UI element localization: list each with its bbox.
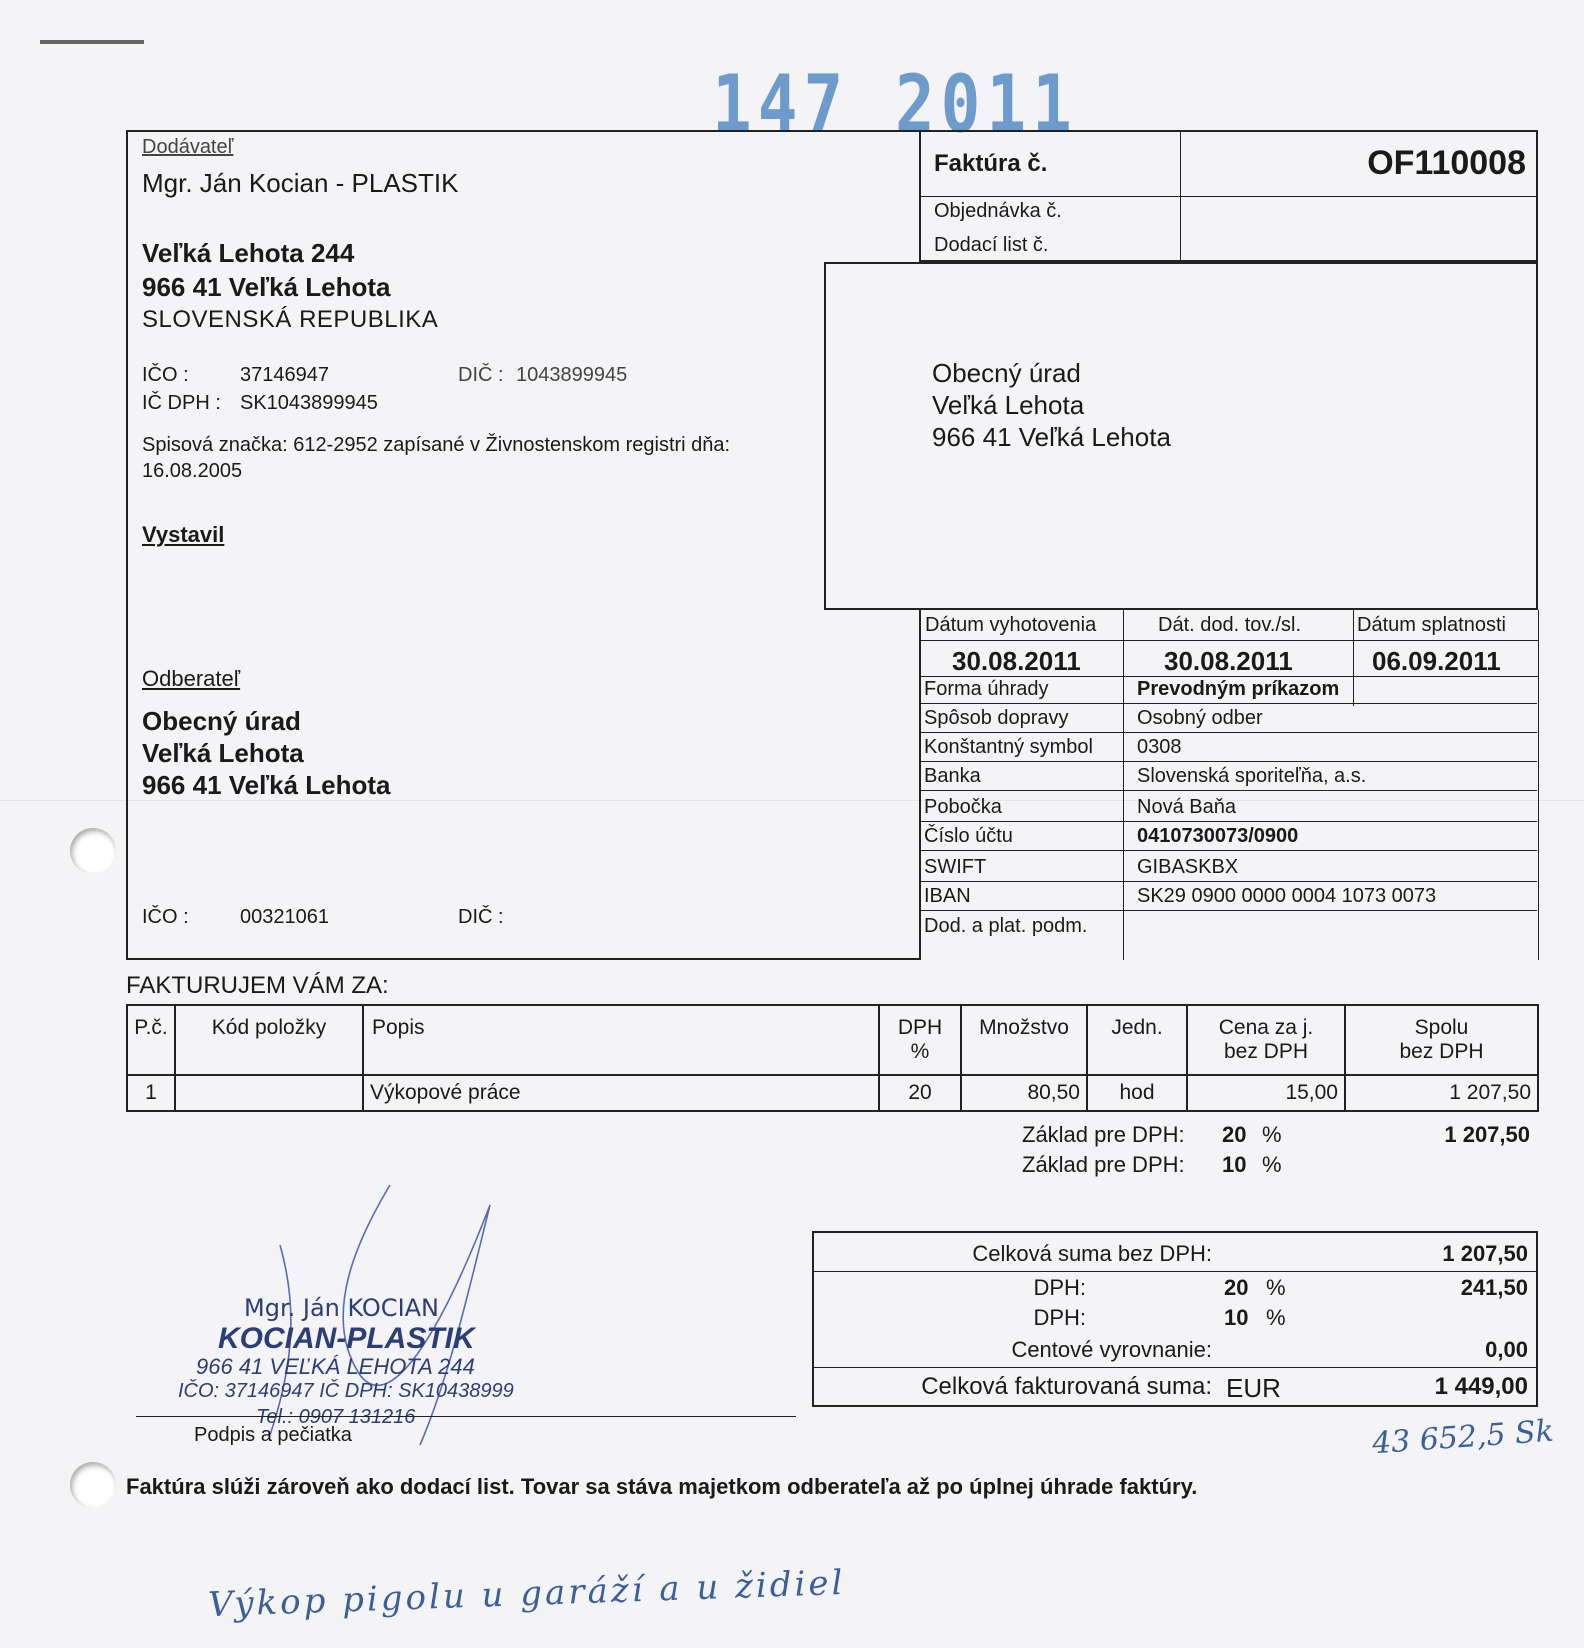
- payment-row: Pobočka Nová Baňa: [919, 794, 1537, 822]
- payment-row: Banka Slovenská sporiteľňa, a.s.: [919, 763, 1537, 791]
- col-header-vat: DPH %: [879, 1005, 961, 1075]
- supplier-ico-label: IČO :: [142, 364, 189, 386]
- supplier-icdph: SK1043899945: [240, 392, 378, 414]
- customer-label: Odberateľ: [142, 666, 241, 691]
- items-heading: FAKTURUJEM VÁM ZA:: [126, 972, 389, 999]
- signature-line: [136, 1416, 796, 1417]
- supplier-street: Veľká Lehota 244: [142, 238, 355, 268]
- item-pc: 1: [127, 1075, 175, 1111]
- issued-by-label: Vystavil: [142, 522, 225, 547]
- punch-hole: [70, 828, 116, 874]
- col-header-total: Spolu bez DPH: [1345, 1005, 1538, 1075]
- payment-row: SWIFT GIBASKBX: [919, 854, 1537, 882]
- payment-row: Dod. a plat. podm.: [924, 915, 1088, 937]
- stamp-line5: Tel.: 0907 131216: [256, 1406, 416, 1428]
- stamp-line1: Mgr. Ján KOCIAN: [244, 1294, 440, 1322]
- item-unit: hod: [1087, 1075, 1187, 1111]
- registration-stamp-number: 147 2011: [712, 58, 1078, 151]
- stamp-line3: 966 41 VEĽKÁ LEHOTA 244: [196, 1354, 475, 1379]
- total-grand: 1 449,00: [1434, 1373, 1528, 1400]
- address-window-line1: Obecný úrad: [932, 358, 1081, 388]
- vat-base-rate-2: 10: [1222, 1152, 1247, 1177]
- items-header-row: [127, 1005, 1538, 1075]
- stamp-line2: KOCIAN-PLASTIK: [218, 1322, 475, 1355]
- vat-base-value-1: 1 207,50: [1444, 1122, 1530, 1147]
- issue-date-label: Dátum vyhotovenia: [925, 614, 1097, 636]
- col-header-desc: Popis: [363, 1005, 879, 1075]
- col-header-qty: Množstvo: [961, 1005, 1087, 1075]
- customer-ico: 00321061: [240, 906, 329, 928]
- supplier-registry-line2: 16.08.2005: [142, 460, 243, 482]
- total-vat-1: 241,50: [1460, 1275, 1528, 1300]
- supplier-dic: 1043899945: [516, 364, 628, 386]
- totals-box: Celková suma bez DPH: 1 207,50 DPH: 20 % 241,50 DPH: 10 % Centové vyrovnanie: 0,00 Celková fakturovaná suma: EUR 1 449,00: [812, 1231, 1538, 1407]
- total-grand-label: Celková fakturovaná suma:: [921, 1373, 1212, 1400]
- payment-row: Spôsob dopravy Osobný odber: [919, 705, 1537, 733]
- item-qty: 80,50: [961, 1075, 1087, 1111]
- delivery-note-label: Dodací list č.: [934, 234, 1049, 256]
- vat-base-pct-1: %: [1262, 1122, 1282, 1147]
- total-rounding-label: Centové vyrovnanie:: [1011, 1337, 1212, 1362]
- item-code: [175, 1075, 363, 1111]
- due-date-label: Dátum splatnosti: [1357, 614, 1506, 636]
- supplier-icdph-label: IČ DPH :: [142, 392, 221, 414]
- order-number-label: Objednávka č.: [934, 200, 1062, 222]
- item-total: 1 207,50: [1345, 1075, 1538, 1111]
- payment-row: Forma úhrady Prevodným príkazom: [919, 676, 1537, 704]
- supplier-country: SLOVENSKÁ REPUBLIKA: [142, 306, 439, 333]
- stamp-line4: IČO: 37146947 IČ DPH: SK10438999: [178, 1380, 514, 1402]
- col-header-code: Kód položky: [175, 1005, 363, 1075]
- total-net: 1 207,50: [1442, 1241, 1528, 1266]
- vat-base-label-2: Základ pre DPH:: [1022, 1152, 1185, 1177]
- payment-row: Konštantný symbol 0308: [919, 734, 1537, 762]
- items-table: [126, 1004, 1539, 1112]
- col-header-pc: P.č.: [127, 1005, 175, 1075]
- vat-base-rate-1: 20: [1222, 1122, 1247, 1147]
- staple-mark: [40, 40, 144, 44]
- delivery-date: 30.08.2011: [1164, 646, 1293, 676]
- handwritten-amount: 43 652,5 Sk: [1371, 1413, 1555, 1462]
- customer-line2: Veľká Lehota: [142, 738, 304, 768]
- col-header-unit: Jedn.: [1087, 1005, 1187, 1075]
- signature-label: Podpis a pečiatka: [194, 1424, 352, 1446]
- due-date: 06.09.2011: [1372, 646, 1501, 676]
- col-header-price: Cena za j. bez DPH: [1187, 1005, 1345, 1075]
- supplier-name: Mgr. Ján Kocian - PLASTIK: [142, 168, 459, 198]
- invoice-number: OF110008: [1367, 144, 1526, 182]
- supplier-city: 966 41 Veľká Lehota: [142, 272, 391, 302]
- total-currency: EUR: [1226, 1373, 1281, 1403]
- supplier-ico: 37146947: [240, 364, 329, 386]
- address-window-line2: Veľká Lehota: [932, 390, 1085, 420]
- total-rounding: 0,00: [1485, 1337, 1528, 1362]
- item-vat: 20: [879, 1075, 961, 1111]
- delivery-date-label: Dát. dod. tov./sl.: [1158, 614, 1302, 636]
- table-row: [127, 1075, 1538, 1111]
- footer-note: Faktúra slúži zároveň ako dodací list. Tovar sa stáva majetkom odberateľa až po úplnej úhrade faktúry.: [126, 1474, 1198, 1499]
- item-desc: Výkopové práce: [363, 1075, 879, 1111]
- supplier-label: Dodávateľ: [142, 136, 234, 158]
- invoice-number-label: Faktúra č.: [934, 150, 1048, 177]
- customer-line3: 966 41 Veľká Lehota: [142, 770, 391, 800]
- vat-base-label-1: Základ pre DPH:: [1022, 1122, 1185, 1147]
- payment-row: IBAN SK29 0900 0000 0004 1073 0073: [919, 883, 1537, 911]
- supplier-registry-line1: Spisová značka: 612-2952 zapísané v Živnostenskom registri dňa:: [142, 434, 731, 456]
- supplier-dic-label: DIČ :: [458, 364, 504, 386]
- vat-base-pct-2: %: [1262, 1152, 1282, 1177]
- payment-details: [919, 676, 1538, 960]
- item-price: 15,00: [1187, 1075, 1345, 1111]
- total-net-label: Celková suma bez DPH:: [972, 1241, 1212, 1266]
- issue-date: 30.08.2011: [952, 646, 1081, 676]
- address-window-line3: 966 41 Veľká Lehota: [932, 422, 1171, 452]
- payment-row: Číslo účtu 0410730073/0900: [919, 823, 1537, 851]
- customer-dic-label: DIČ :: [458, 906, 504, 928]
- punch-hole: [70, 1462, 116, 1508]
- customer-ico-label: IČO :: [142, 906, 189, 928]
- handwritten-note: Výkop pigolu u garáží a u židiel: [207, 1562, 847, 1626]
- customer-line1: Obecný úrad: [142, 706, 301, 736]
